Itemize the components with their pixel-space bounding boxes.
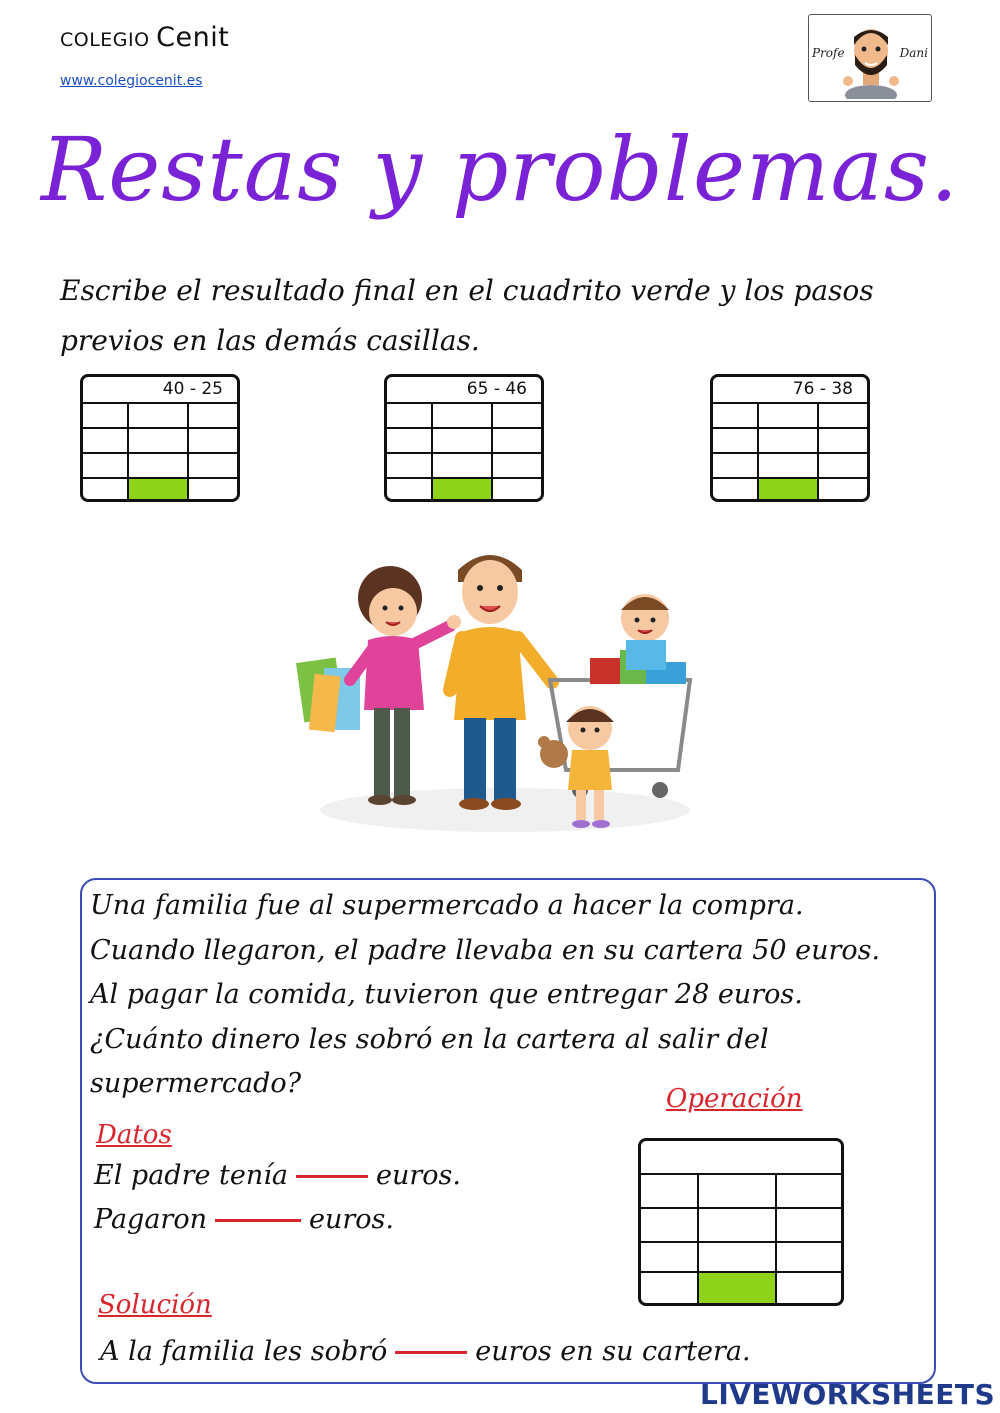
badge-label-right: Dani bbox=[899, 46, 928, 60]
exercise-grid-3 bbox=[710, 374, 870, 502]
exercise-header bbox=[713, 377, 867, 404]
page-title: Restas y problemas. bbox=[40, 118, 960, 221]
teacher-badge bbox=[808, 14, 932, 102]
solucion-line: A la familia les sobró euros en su cartera. bbox=[100, 1336, 751, 1367]
exercise-operation: 40 - 25 bbox=[162, 379, 223, 399]
operation-answer-cell[interactable] bbox=[699, 1273, 775, 1303]
instructions-line-2: previos en las demás casillas. bbox=[60, 324, 480, 357]
problem-line-1: Una familia fue al supermercado a hacer la compra. bbox=[90, 890, 804, 921]
badge-label-left: Profe bbox=[812, 46, 845, 60]
teacher-avatar-icon bbox=[841, 19, 901, 99]
problem-line-3: Al pagar la comida, tuvieron que entregar 28 euros. bbox=[90, 979, 803, 1010]
problem-line-4: ¿Cuánto dinero les sobró en la cartera al salir del bbox=[90, 1023, 769, 1055]
family-shopping-illustration bbox=[290, 540, 720, 850]
solucion-heading: Solución bbox=[98, 1290, 212, 1320]
exercise-grid-2 bbox=[384, 374, 544, 502]
instructions bbox=[60, 266, 940, 366]
datos-heading: Datos bbox=[96, 1120, 172, 1150]
datos-line-2: Pagaron euros. bbox=[94, 1204, 394, 1235]
answer-cell[interactable] bbox=[759, 479, 817, 499]
school-website-link[interactable]: www.colegiocenit.es bbox=[60, 73, 203, 89]
liveworksheets-logo bbox=[700, 1378, 995, 1411]
exercise-grid-1 bbox=[80, 374, 240, 502]
operation-grid bbox=[638, 1138, 844, 1306]
problem-line-5: supermercado? bbox=[90, 1068, 302, 1099]
answer-cell[interactable] bbox=[129, 479, 187, 499]
school-name: COLEGIO Cenit bbox=[60, 22, 230, 53]
exercise-operation: 76 - 38 bbox=[792, 379, 853, 399]
solucion-answer-blank[interactable] bbox=[395, 1351, 467, 1354]
pagaron-answer-blank[interactable] bbox=[215, 1219, 301, 1222]
exercise-header bbox=[83, 377, 237, 404]
instructions-line-1: Escribe el resultado final en el cuadrito verde y los pasos bbox=[60, 274, 874, 307]
liveworksheets-brand: LIVEWORKSHEETS bbox=[700, 1378, 996, 1411]
exercise-operation: 65 - 46 bbox=[466, 379, 527, 399]
answer-cell[interactable] bbox=[433, 479, 491, 499]
operacion-heading: Operación bbox=[666, 1084, 803, 1114]
problem-statement bbox=[90, 884, 950, 1107]
exercise-header bbox=[387, 377, 541, 404]
problem-line-2: Cuando llegaron, el padre llevaba en su cartera 50 euros. bbox=[90, 934, 881, 966]
padre-tenia-answer-blank[interactable] bbox=[296, 1175, 368, 1178]
datos-line-1: El padre tenía euros. bbox=[94, 1160, 461, 1191]
